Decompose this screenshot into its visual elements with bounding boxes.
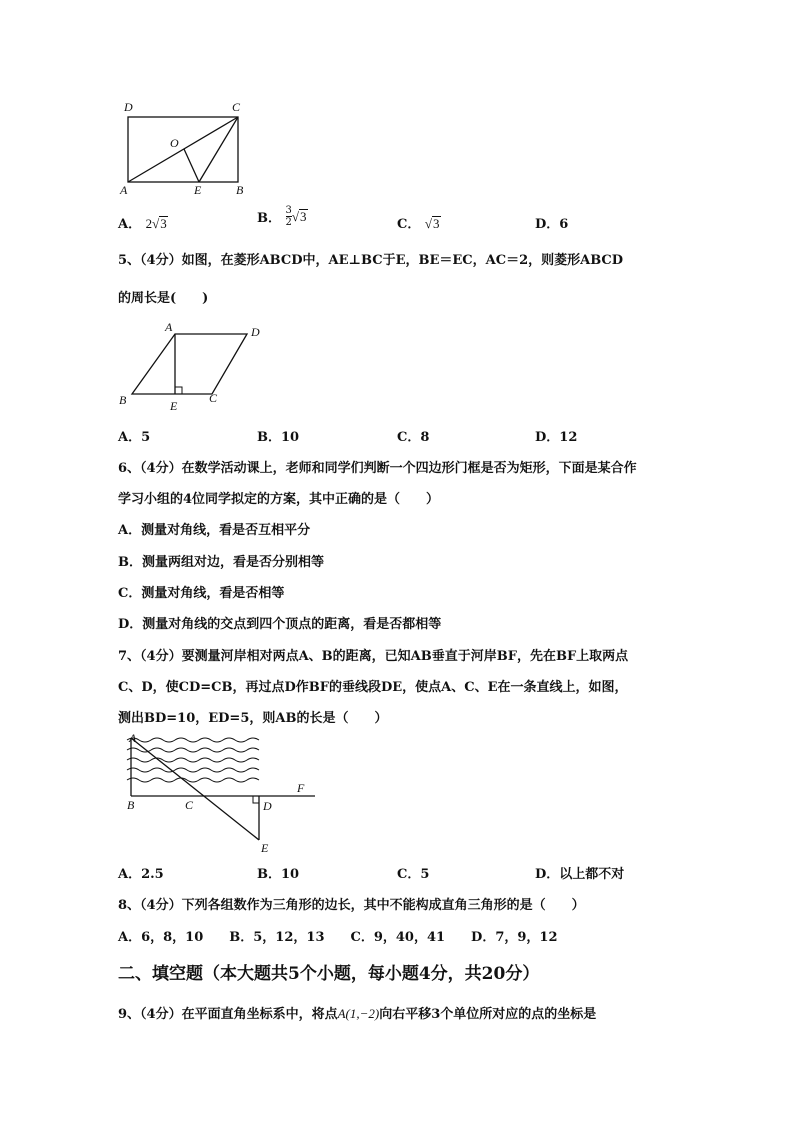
q7-river-waves <box>127 738 259 782</box>
q5-figure <box>112 316 272 416</box>
q7-stem-line3: 测出BD=10，ED=5，则AB的长是（ ） <box>118 711 388 726</box>
q4-option-a-radicand: 3 <box>160 216 167 231</box>
q7-option-a: A．2.5 <box>118 867 164 882</box>
q5-label-a: A <box>165 320 173 334</box>
q9-stem-line1 <box>118 1003 596 1022</box>
q4-label-d: D <box>124 100 133 114</box>
q5-label-c: C <box>209 391 218 405</box>
q5-stem-line1: 5、（4分）如图，在菱形ABCD中，AE⊥BC于E，BE＝EC，AC＝2，则菱形ABCD <box>118 253 624 268</box>
q5-option-a: A．5 <box>118 430 151 445</box>
q4-option-b-denominator: 2 <box>285 217 292 228</box>
q7-option-c: C．5 <box>397 867 430 882</box>
q7-option-b: B．10 <box>257 867 300 882</box>
q4-label-b: B <box>236 183 244 197</box>
q6-option-a: A．测量对角线，看是否互相平分 <box>118 523 311 538</box>
q5-option-d: D．12 <box>535 430 578 445</box>
q7-right-angle-mark <box>253 796 259 803</box>
q5-option-b: B．10 <box>257 430 300 445</box>
q5-option-c: C．8 <box>397 430 430 445</box>
q4-option-b-label: B． <box>257 211 281 226</box>
q6-stem-line1: 6、（4分）在数学活动课上，老师和同学们判断一个四边形门框是否为矩形，下面是某合作 <box>118 461 637 476</box>
q6-option-c: C．测量对角线，看是否相等 <box>118 586 285 601</box>
q5-label-b: B <box>119 393 127 407</box>
q7-figure <box>115 728 325 856</box>
q4-option-b-fraction <box>286 205 292 228</box>
section-title-fill-in-blank: 二、填空题（本大题共5个小题，每小题4分，共20分） <box>118 964 540 984</box>
q7-option-d: D．以上都不对 <box>535 867 625 882</box>
q6-option-d: D．测量对角线的交点到四个顶点的距离，看是否都相等 <box>118 617 442 632</box>
q6-stem-line2: 学习小组的4位同学拟定的方案，其中正确的是（ ） <box>118 492 440 507</box>
q4-option-b-radicand: 3 <box>300 208 307 224</box>
q4-option-a: A． 2√3 <box>118 216 167 232</box>
q4-figure <box>110 96 260 200</box>
q9-prefix: 9、（4分）在平面直角坐标系中，将点 <box>118 1007 338 1022</box>
q9-suffix: 向右平移3个单位所对应的点的坐标是 <box>379 1007 597 1022</box>
q7-stem-line2: C、D，使CD=CB，再过点D作BF的垂线段DE，使点A、C、E在一条直线上，如图， <box>118 680 628 695</box>
q4-option-b: B． $\frac{3}{2}$ √3 <box>257 205 307 228</box>
q5-right-angle-mark <box>175 387 182 394</box>
q4-label-e: E <box>194 183 202 197</box>
q4-option-a-coef: 2 <box>145 216 153 231</box>
q8-stem-line1: 8、（4分）下列各组数作为三角形的边长，其中不能构成直角三角形的是（ ） <box>118 898 585 913</box>
q4-label-c: C <box>232 100 241 114</box>
q7-label-c: C <box>185 798 194 812</box>
q6-option-b: B．测量两组对边，看是否分别相等 <box>118 555 324 570</box>
q5-label-d: D <box>251 325 260 339</box>
q4-option-a-label: A． <box>118 217 142 232</box>
q4-option-c: C． √3 <box>397 216 440 232</box>
q7-label-b: B <box>127 798 135 812</box>
q7-stem-line1: 7、（4分）要测量河岸相对两点A、B的距离，已知AB垂直于河岸BF，先在BF上取两点 <box>118 649 629 664</box>
q4-diagonal-ac <box>128 117 238 182</box>
q4-option-d: D．6 <box>535 217 569 232</box>
q4-option-b-numerator: 3 <box>285 205 292 216</box>
q5-label-e: E <box>170 399 178 413</box>
q5-rhombus <box>132 334 247 394</box>
q7-label-d: D <box>263 799 272 813</box>
q4-option-c-label: C． <box>397 217 421 232</box>
q9-point: A(1,−2) <box>337 1006 380 1021</box>
q4-segment-ce <box>199 117 238 182</box>
q7-label-f: F <box>297 781 305 795</box>
q4-segment-oe <box>184 149 199 182</box>
q7-line-ae <box>131 738 259 840</box>
q8-options: A．6，8，10 B．5，12，13 C．9，40，41 D．7，9，12 <box>118 930 558 945</box>
q7-label-e: E <box>261 841 269 855</box>
q4-label-a: A <box>120 183 128 197</box>
q7-label-a: A <box>129 731 137 745</box>
q5-stem-line2: 的周长是( ) <box>118 291 209 306</box>
q4-option-c-radicand: 3 <box>433 216 440 231</box>
q4-label-o: O <box>170 136 179 150</box>
